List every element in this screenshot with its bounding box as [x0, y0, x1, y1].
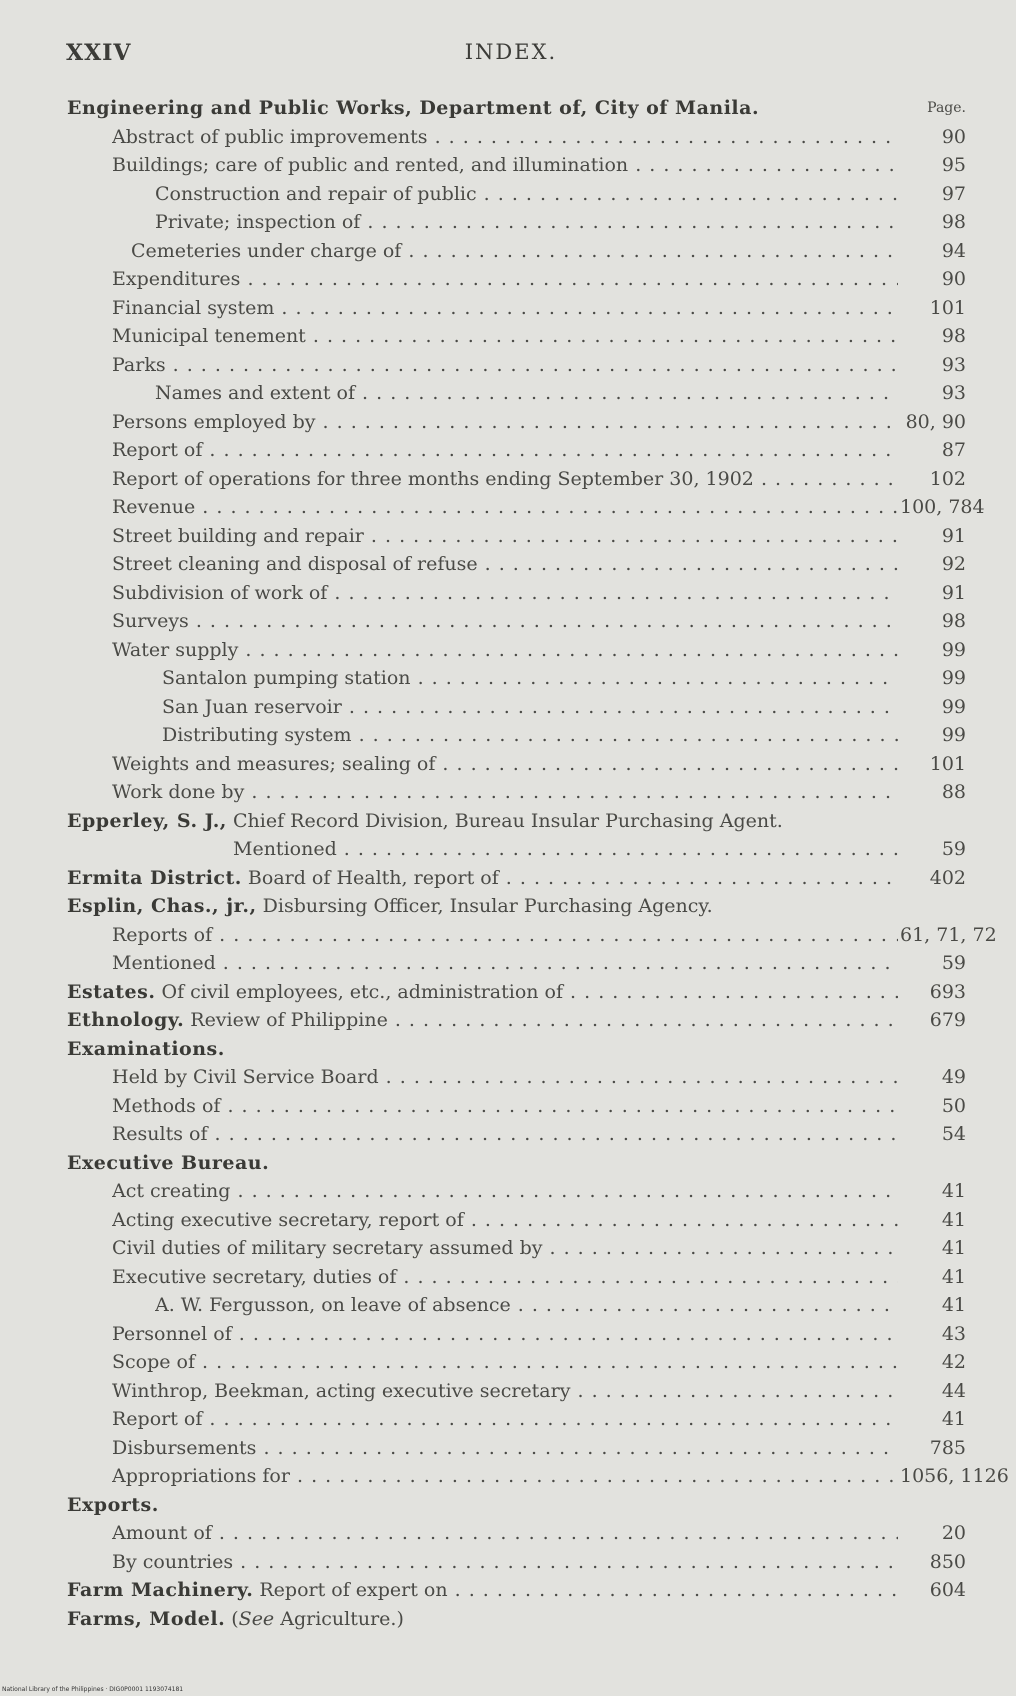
index-entry — [0, 94, 1016, 123]
index-entry — [0, 607, 1016, 636]
entry-label — [112, 1120, 898, 1149]
entry-label — [67, 94, 759, 123]
entry-label — [112, 1377, 898, 1406]
entry-text: Report of — [112, 1408, 203, 1430]
entry-text: By countries — [112, 1550, 234, 1573]
entry-label — [112, 1548, 898, 1577]
entry-page-number: 59 — [941, 952, 966, 974]
entry-label — [112, 1405, 898, 1434]
entry-label — [112, 1092, 898, 1121]
entry-label — [112, 408, 898, 437]
entry-label — [67, 1149, 269, 1178]
entry-label — [112, 493, 898, 522]
entry-label — [112, 1206, 898, 1235]
entry-text: Methods of — [112, 1094, 221, 1117]
entry-text: Appropriations for — [112, 1465, 290, 1487]
entry-text: Santalon pumping station — [162, 667, 411, 689]
entry-text: Private; inspection of — [155, 211, 361, 233]
entry-page-number: 92 — [941, 553, 966, 575]
entry-page-number: 101 — [929, 752, 966, 775]
entry-page-number: 50 — [941, 1094, 966, 1117]
index-entry — [0, 778, 1016, 807]
entry-label — [155, 1291, 898, 1320]
index-entry — [0, 750, 1016, 779]
entry-page-number: 41 — [941, 1294, 966, 1316]
entry-page-number: 41 — [941, 1237, 966, 1259]
see-reference: See — [238, 1607, 275, 1630]
entry-label — [112, 1177, 898, 1206]
entry-page-number: 41 — [941, 1408, 966, 1430]
entry-heading: Executive Bureau. — [67, 1151, 270, 1174]
index-entry — [0, 550, 1016, 579]
entry-page-number: 100, 784 — [900, 496, 985, 518]
entry-label — [112, 1063, 898, 1092]
entry-label — [112, 750, 898, 779]
entry-text: Mentioned — [233, 838, 337, 860]
index-entry — [0, 921, 1016, 950]
entry-page-number: 49 — [941, 1066, 966, 1088]
entry-text: Report of expert on — [253, 1579, 448, 1601]
entry-label — [112, 607, 898, 636]
scan-footer: National Library of the Philippines · DIG0P0001 1193074181 — [2, 1686, 184, 1693]
entry-text: Street building and repair — [112, 524, 364, 547]
entry-page-number: 850 — [929, 1550, 966, 1573]
index-entry — [0, 408, 1016, 437]
entry-page-number: 88 — [941, 781, 966, 803]
entry-text: Water supply — [112, 638, 239, 661]
entry-label — [67, 1491, 159, 1520]
entry-label — [112, 579, 898, 608]
index-entry — [0, 180, 1016, 209]
entry-text: Weights and measures; sealing of — [112, 752, 436, 775]
index-entry — [0, 151, 1016, 180]
index-entry — [0, 579, 1016, 608]
entry-text: Revenue — [112, 496, 196, 518]
entry-label — [112, 1320, 898, 1349]
entry-text: Mentioned — [112, 952, 216, 974]
index-entry — [0, 1149, 1016, 1178]
entry-label — [112, 436, 898, 465]
index-entry — [0, 1035, 1016, 1064]
entry-label — [67, 864, 898, 893]
index-entry — [0, 949, 1016, 978]
entry-text: Cemeteries under charge of — [131, 239, 402, 262]
entry-label — [112, 1462, 898, 1491]
entry-page-number: 604 — [929, 1579, 966, 1601]
index-entry — [0, 835, 1016, 864]
index-entry — [0, 322, 1016, 351]
entry-page-number: 93 — [941, 382, 966, 404]
entry-page-number: 95 — [941, 154, 966, 176]
entry-heading: Estates. — [67, 980, 156, 1003]
entry-heading: Ethnology. — [67, 1009, 185, 1031]
entry-label — [162, 693, 898, 722]
entry-page-number: 91 — [941, 581, 966, 604]
entry-label — [112, 778, 898, 807]
entry-page-number: 99 — [941, 638, 966, 661]
entry-text: Construction and repair of public — [155, 182, 477, 205]
index-entry — [0, 237, 1016, 266]
index-entry — [0, 265, 1016, 294]
index-entry — [0, 1519, 1016, 1548]
entry-text: Buildings; care of public and rented, and illumination — [112, 154, 629, 176]
entry-text: Executive secretary, duties of — [112, 1265, 397, 1288]
entry-label — [162, 664, 898, 693]
index-entry — [0, 1092, 1016, 1121]
entry-page-number: 42 — [941, 1351, 966, 1373]
entry-page-number: 61, 71, 72 — [900, 923, 997, 946]
entry-text: Disbursements — [112, 1436, 257, 1459]
entry-text: Surveys — [112, 610, 189, 632]
index-entry — [0, 978, 1016, 1007]
entry-text: Report of — [112, 439, 203, 461]
entry-text: (See Agriculture.) — [225, 1607, 404, 1630]
entry-page-number: 54 — [941, 1123, 966, 1145]
entry-label — [155, 180, 898, 209]
entry-heading: Ermita District. — [67, 866, 242, 889]
entry-text: San Juan reservoir — [162, 695, 342, 718]
index-entry — [0, 864, 1016, 893]
entry-page-number: 41 — [941, 1180, 966, 1202]
entry-text: Personnel of — [112, 1322, 232, 1345]
index-entry — [0, 1320, 1016, 1349]
index-entry — [0, 465, 1016, 494]
entry-label — [112, 921, 898, 950]
entry-page-number: 41 — [941, 1265, 966, 1288]
index-entry — [0, 1405, 1016, 1434]
entry-label — [67, 1035, 225, 1064]
page-header — [66, 40, 956, 70]
entry-heading: Esplin, Chas., jr., — [67, 895, 257, 917]
entry-text: Board of Health, report of — [241, 866, 499, 889]
index-entries — [0, 94, 1016, 1633]
index-entry — [0, 208, 1016, 237]
entry-text: Act creating — [112, 1180, 231, 1202]
entry-text: Amount of — [112, 1522, 212, 1544]
entry-label — [112, 636, 898, 665]
entry-label — [112, 294, 898, 323]
entry-text: A. W. Fergusson, on leave of absence — [155, 1294, 511, 1316]
entry-page-number: 43 — [941, 1322, 966, 1345]
entry-label — [112, 949, 898, 978]
entry-text: Abstract of public improvements — [112, 125, 428, 148]
entry-label — [112, 123, 898, 152]
entry-label — [112, 465, 898, 494]
entry-label — [112, 1348, 898, 1377]
entry-label — [112, 522, 898, 551]
entry-label — [112, 351, 898, 380]
entry-page-number: 402 — [929, 866, 966, 889]
entry-text: Financial system — [112, 296, 275, 319]
index-entry — [0, 664, 1016, 693]
entry-text: Scope of — [112, 1351, 196, 1373]
entry-page-number: 93 — [941, 353, 966, 376]
entry-label — [155, 379, 898, 408]
entry-page-number: 98 — [941, 325, 966, 347]
index-entry — [0, 1263, 1016, 1292]
entry-page-number: 99 — [941, 695, 966, 718]
entry-label — [67, 978, 898, 1007]
entry-page-number: 679 — [929, 1009, 966, 1031]
index-entry — [0, 1177, 1016, 1206]
entry-label — [112, 550, 898, 579]
entry-text: Disbursing Officer, Insular Purchasing Agency. — [256, 895, 713, 917]
entry-text: Parks — [112, 353, 166, 376]
entry-label — [112, 1519, 898, 1548]
entry-label — [112, 265, 898, 294]
entry-label — [112, 322, 898, 351]
entry-text: Acting executive secretary, report of — [112, 1208, 464, 1231]
entry-text: Names and extent of — [155, 382, 355, 404]
index-entry — [0, 892, 1016, 921]
index-entry — [0, 807, 1016, 836]
entry-label — [112, 1234, 898, 1263]
entry-text: Winthrop, Beekman, acting executive secretary — [112, 1379, 571, 1402]
index-entry — [0, 1462, 1016, 1491]
entry-text: Expenditures — [112, 268, 241, 290]
entry-page-number: 1056, 1126 — [900, 1465, 1009, 1487]
page-folio: XXIV — [66, 40, 132, 66]
entry-label — [112, 1263, 898, 1292]
index-entry — [0, 1548, 1016, 1577]
index-entry — [0, 721, 1016, 750]
entry-label — [67, 892, 713, 921]
entry-label — [112, 151, 898, 180]
entry-page-number: 20 — [941, 1522, 966, 1544]
index-entry — [0, 1006, 1016, 1035]
entry-page-number: 102 — [929, 467, 966, 490]
index-entry — [0, 379, 1016, 408]
entry-text: Report of operations for three months ending September 30, 1902 — [112, 467, 754, 490]
index-entry — [0, 436, 1016, 465]
entry-label — [67, 1605, 404, 1634]
entry-label — [112, 1434, 898, 1463]
index-entry — [0, 636, 1016, 665]
index-entry — [0, 1576, 1016, 1605]
entry-text: Reports of — [112, 923, 213, 946]
entry-page-number: 98 — [941, 610, 966, 632]
index-entry — [0, 1206, 1016, 1235]
entry-page-number: 693 — [929, 980, 966, 1003]
index-entry — [0, 294, 1016, 323]
entry-label — [155, 208, 898, 237]
entry-page-number: 99 — [941, 724, 966, 746]
entry-heading: Farm Machinery. — [67, 1579, 254, 1601]
page-title: INDEX. — [464, 40, 558, 64]
entry-text: Chief Record Division, Bureau Insular Purchasing Agent. — [226, 809, 783, 832]
entry-page-number: 99 — [941, 667, 966, 689]
entry-page-number: 80, 90 — [905, 410, 966, 433]
entry-page-number: 59 — [941, 838, 966, 860]
entry-page-number: 91 — [941, 524, 966, 547]
entry-page-number: 97 — [941, 182, 966, 205]
entry-text: Distributing system — [162, 724, 352, 746]
entry-text: Of civil employees, etc., administration of — [155, 980, 564, 1003]
index-entry — [0, 1063, 1016, 1092]
entry-heading: Epperley, S. J., — [67, 809, 227, 832]
entry-text: Civil duties of military secretary assumed by — [112, 1237, 543, 1259]
entry-page-number: 94 — [941, 239, 966, 262]
entry-heading: Farms, Model. — [67, 1607, 226, 1630]
entry-label — [131, 237, 898, 266]
index-entry — [0, 1120, 1016, 1149]
entry-text: Work done by — [112, 781, 245, 803]
index-entry — [0, 1291, 1016, 1320]
entry-label — [67, 1576, 898, 1605]
entry-label — [162, 721, 898, 750]
entry-text: Municipal tenement — [112, 325, 306, 347]
index-entry — [0, 123, 1016, 152]
index-entry — [0, 522, 1016, 551]
index-entry — [0, 1377, 1016, 1406]
entry-text: Results of — [112, 1123, 208, 1145]
index-entry — [0, 1491, 1016, 1520]
entry-text: Review of Philippine — [184, 1009, 388, 1031]
entry-page-number: 90 — [941, 125, 966, 148]
index-entry — [0, 1348, 1016, 1377]
index-entry — [0, 693, 1016, 722]
index-entry — [0, 351, 1016, 380]
entry-heading: Examinations. — [67, 1037, 225, 1060]
index-entry — [0, 493, 1016, 522]
entry-text: Persons employed by — [112, 410, 316, 433]
entry-heading: Exports. — [67, 1493, 159, 1516]
page-column-header: Page. — [927, 100, 966, 116]
entry-page-number: 87 — [941, 439, 966, 461]
entry-page-number: 785 — [929, 1436, 966, 1459]
entry-label — [67, 807, 783, 836]
entry-text: Street cleaning and disposal of refuse — [112, 553, 478, 575]
entry-page-number: 90 — [941, 268, 966, 290]
entry-heading: Engineering and Public Works, Department of, City of Manila. — [67, 97, 760, 119]
entry-page-number: 41 — [941, 1208, 966, 1231]
entry-label — [233, 835, 898, 864]
index-entry — [0, 1234, 1016, 1263]
entry-label — [67, 1006, 898, 1035]
entry-page-number: 101 — [929, 296, 966, 319]
entry-page-number: 44 — [941, 1379, 966, 1402]
entry-page-number: 98 — [941, 211, 966, 233]
entry-text: Subdivision of work of — [112, 581, 328, 604]
entry-text: Held by Civil Service Board — [112, 1066, 379, 1088]
index-entry — [0, 1605, 1016, 1634]
index-entry — [0, 1434, 1016, 1463]
